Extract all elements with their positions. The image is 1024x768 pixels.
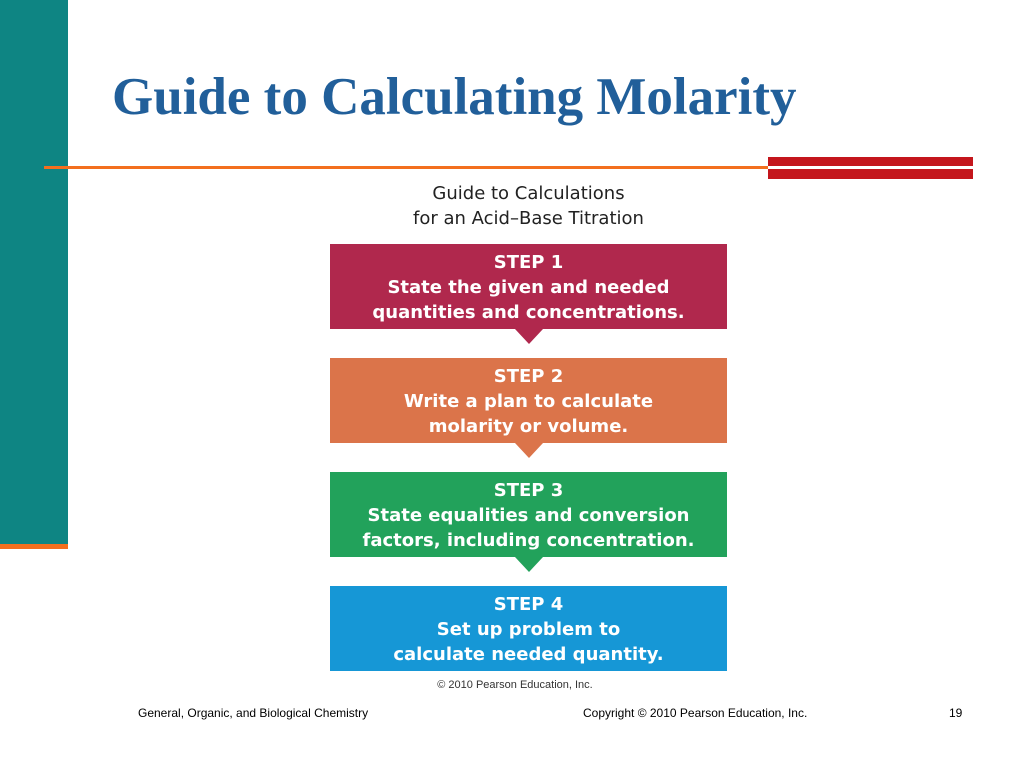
step-3-box xyxy=(330,472,727,557)
side-accent-bar xyxy=(0,0,68,546)
footer-page-number: 19 xyxy=(949,706,963,720)
step-3-line2: factors, including concentration. xyxy=(362,530,695,551)
step-2-arrow xyxy=(515,443,543,458)
diagram-heading-line2: for an Acid–Base Titration xyxy=(413,208,644,229)
image-credit: © 2010 Pearson Education, Inc. xyxy=(437,679,593,691)
accent-stripe xyxy=(768,166,973,169)
step-4-line1: Set up problem to xyxy=(436,619,621,640)
step-4-line2: calculate needed quantity. xyxy=(393,644,664,665)
step-3-line1: State equalities and conversion xyxy=(367,505,690,526)
step-2-label: STEP 2 xyxy=(493,366,564,387)
diagram-heading xyxy=(330,181,727,231)
side-accent-underline xyxy=(0,544,68,549)
footer-course-title: General, Organic, and Biological Chemistry xyxy=(138,706,369,720)
slide-title: Guide to Calculating Molarity xyxy=(112,68,797,126)
step-1-box xyxy=(330,244,727,329)
step-4-label: STEP 4 xyxy=(493,594,564,615)
diagram-heading-line1: Guide to Calculations xyxy=(432,183,625,204)
step-1-arrow xyxy=(515,329,543,344)
step-4-box xyxy=(330,586,727,671)
footer-copyright: Copyright © 2010 Pearson Education, Inc. xyxy=(583,706,808,720)
step-1-label: STEP 1 xyxy=(493,252,564,273)
step-2-line2: molarity or volume. xyxy=(428,416,629,437)
step-3-arrow xyxy=(515,557,543,572)
title-rule xyxy=(44,166,774,169)
step-3-label: STEP 3 xyxy=(493,480,564,501)
step-2-box xyxy=(330,358,727,443)
step-1-line2: quantities and concentrations. xyxy=(372,302,685,323)
step-1-line1: State the given and needed xyxy=(387,277,670,298)
step-2-line1: Write a plan to calculate xyxy=(403,391,654,412)
